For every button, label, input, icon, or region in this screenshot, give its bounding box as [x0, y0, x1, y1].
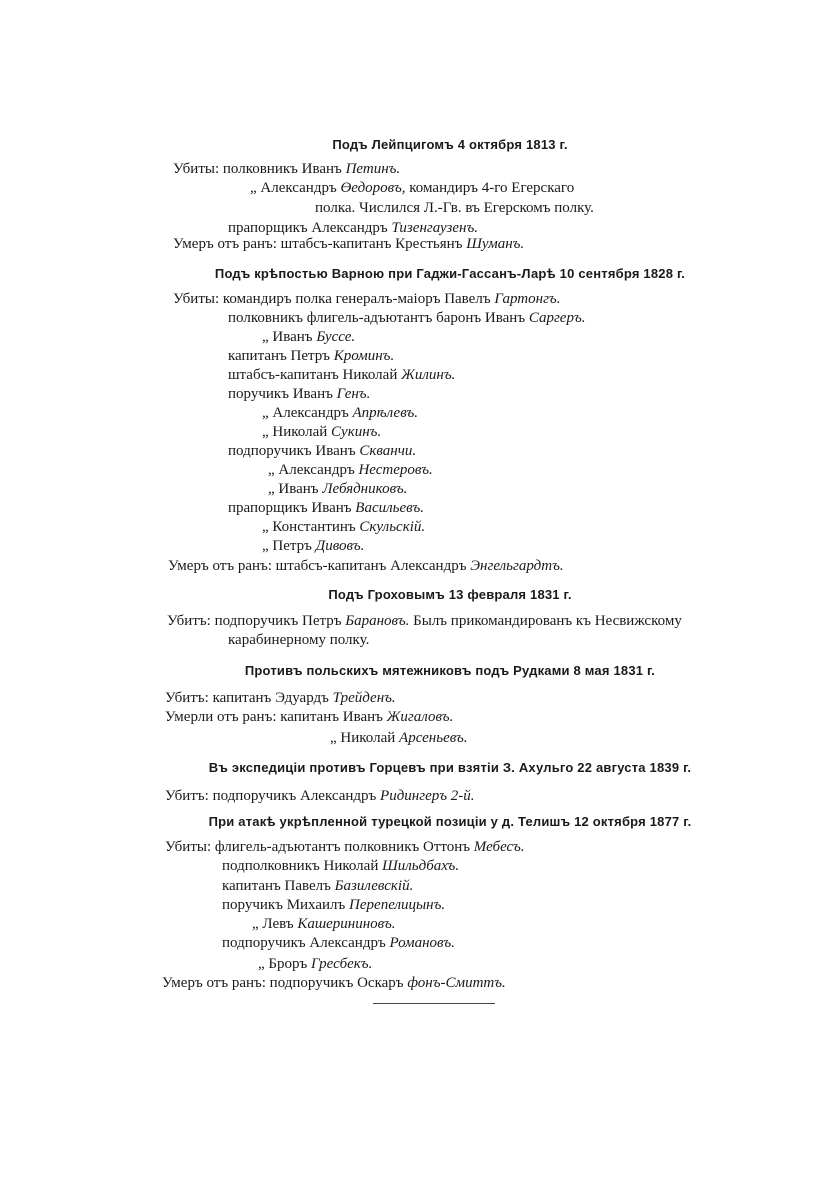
section-heading: Подъ Гроховымъ 13 февраля 1831 г. — [328, 587, 572, 602]
entry-line: Умеръ отъ ранъ: штабсъ-капитанъ Александръ Энгельгардтъ. — [168, 558, 564, 574]
entry-line: „ Левъ Кашерининовъ. — [252, 916, 396, 932]
entry-line: поручикъ Михаилъ Перепелицынъ. — [222, 897, 446, 913]
section-heading: Подъ Лейпцигомъ 4 октября 1813 г. — [332, 137, 568, 152]
entry-line: полка. Числился Л.-Гв. въ Егерскомъ полку. — [315, 200, 594, 216]
entry-line: „ Николай Сукинъ. — [262, 424, 382, 440]
entry-line: Убиты: командиръ полка генералъ-маіоръ Павелъ Гартонгъ. — [173, 291, 561, 307]
entry-line: Убитъ: подпоручикъ Петръ Барановъ. Былъ прикомандированъ къ Несвижскому — [167, 613, 682, 629]
entry-line: поручикъ Иванъ Генъ. — [228, 386, 371, 402]
entry-line: подпоручикъ Александръ Романовъ. — [222, 935, 455, 951]
entry-line: Умеръ отъ ранъ: подпоручикъ Оскаръ фонъ-Смиттъ. — [162, 975, 506, 991]
entry-line: „ Броръ Гресбекъ. — [258, 956, 373, 972]
entry-line: подполковникъ Николай Шильдбахъ. — [222, 858, 460, 874]
entry-line: „ Александръ Өедоровъ, командиръ 4-го Егерскаго — [250, 180, 575, 196]
section-heading: При атакѣ укрѣпленной турецкой позиціи у д. Телишъ 12 октября 1877 г. — [208, 814, 692, 829]
entry-line: штабсъ-капитанъ Николай Жилинъ. — [228, 367, 456, 383]
entry-line: Убитъ: капитанъ Эдуардъ Трейденъ. — [165, 690, 396, 706]
entry-line: капитанъ Павелъ Базилевскій. — [222, 878, 414, 894]
entry-line: подпоручикъ Иванъ Скванчи. — [228, 443, 417, 459]
entry-line: карабинерному полку. — [228, 632, 370, 648]
section-heading: Подъ крѣпостью Варною при Гаджи-Гассанъ-Ларѣ 10 сентября 1828 г. — [214, 266, 686, 281]
entry-line: „ Иванъ Буссе. — [262, 329, 356, 345]
entry-line: Убитъ: подпоручикъ Александръ Ридингеръ 2-й. — [165, 788, 475, 804]
entry-line: Умеръ отъ ранъ: штабсъ-капитанъ Крестьянъ Шуманъ. — [173, 236, 525, 252]
entry-line: Убиты: флигель-адъютантъ полковникъ Оттонъ Мебесъ. — [165, 839, 525, 855]
entry-line: Убиты: полковникъ Иванъ Петинъ. — [173, 161, 401, 177]
entry-line: „ Александръ Нестеровъ. — [268, 462, 433, 478]
entry-line: прапорщикъ Александръ Тизенгаузенъ. — [228, 220, 478, 236]
section-heading: Въ экспедиціи противъ Горцевъ при взятіи З. Ахульго 22 августа 1839 г. — [208, 760, 692, 775]
entry-line: „ Николай Арсеньевъ. — [330, 730, 468, 746]
closing-rule — [373, 1003, 495, 1004]
entry-line: прапорщикъ Иванъ Васильевъ. — [228, 500, 424, 516]
entry-line: Умерли отъ ранъ: капитанъ Иванъ Жигаловъ. — [165, 709, 454, 725]
entry-line: „ Петръ Дивовъ. — [262, 538, 365, 554]
entry-line: капитанъ Петръ Кроминъ. — [228, 348, 395, 364]
section-heading: Противъ польскихъ мятежниковъ подъ Рудками 8 мая 1831 г. — [244, 663, 656, 678]
entry-line: „ Александръ Апрѣлевъ. — [262, 405, 419, 421]
entry-line: „ Константинъ Скульскій. — [262, 519, 426, 535]
entry-line: „ Иванъ Лебядниковъ. — [268, 481, 408, 497]
entry-line: полковникъ флигель-адъютантъ баронъ Иванъ Саргеръ. — [228, 310, 586, 326]
